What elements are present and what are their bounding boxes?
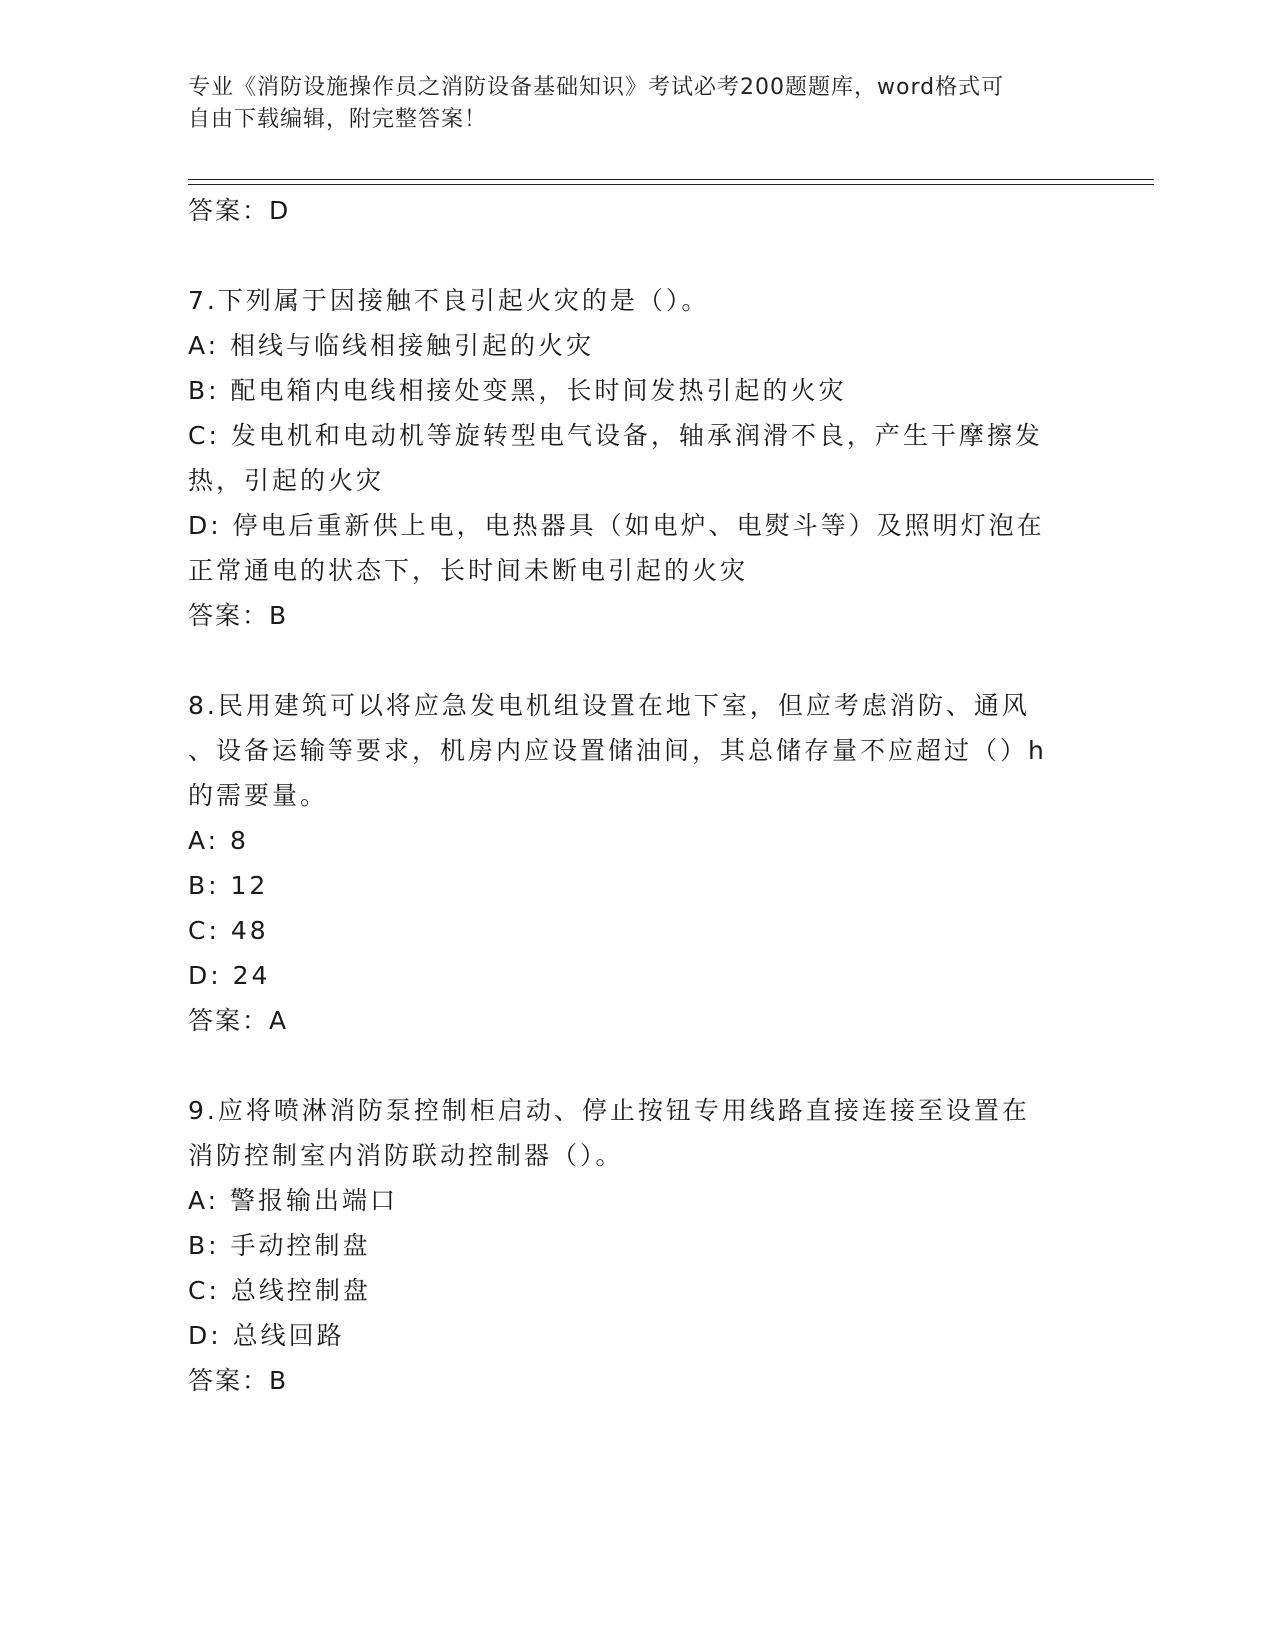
spacer [188,638,1088,683]
option-d: D: 24 [188,961,271,990]
option-b: B: 配电箱内电线相接处变黑，长时间发热引起的火灾 [188,376,847,405]
option-c: C: 总线控制盘 [188,1276,371,1305]
question-stem: 8.民用建筑可以将应急发电机组设置在地下室，但应考虑消防、通风 [188,691,1030,720]
option-c: C: 48 [188,916,269,945]
answer-line: 答案：D [188,196,291,225]
question-8 [188,683,1088,1043]
header-divider-bottom [188,184,1154,185]
spacer [188,233,1088,278]
option-b: B: 12 [188,871,269,900]
question-stem: 7.下列属于因接触不良引起火灾的是（）。 [188,286,710,315]
option-a: A: 相线与临线相接触引起的火灾 [188,331,595,360]
spacer [188,1043,1088,1088]
answer-line: 答案：B [188,1366,289,1395]
answer-line: 答案：A [188,1006,289,1035]
question-7 [188,278,1088,638]
option-a: A: 8 [188,826,249,855]
option-c: C: 发电机和电动机等旋转型电气设备，轴承润滑不良，产生干摩擦发 [188,421,1043,450]
question-stem-continued: 消防控制室内消防联动控制器（）。 [188,1141,624,1170]
question-stem: 9.应将喷淋消防泵控制柜启动、停止按钮专用线路直接连接至设置在 [188,1096,1030,1125]
question-list [188,188,1088,1403]
header-divider-top [188,179,1154,180]
option-a: A: 警报输出端口 [188,1186,399,1215]
document-header [188,72,1088,136]
option-d-continued: 正常通电的状态下，长时间未断电引起的火灾 [188,556,749,585]
option-b: B: 手动控制盘 [188,1231,371,1260]
option-c-continued: 热，引起的火灾 [188,466,385,495]
question-stem-continued: 、设备运输等要求，机房内应设置储油间，其总储存量不应超过（）h [188,736,1047,765]
option-d: D: 停电后重新供上电，电热器具（如电炉、电熨斗等）及照明灯泡在 [188,511,1045,540]
option-d: D: 总线回路 [188,1321,345,1350]
header-line-2: 自由下载编辑，附完整答案！ [188,107,488,132]
answer-line: 答案：B [188,601,289,630]
question-9 [188,1088,1088,1403]
question-stem-continued: 的需要量。 [188,781,329,810]
header-line-1: 专业《消防设施操作员之消防设备基础知识》考试必考200题题库，word格式可 [188,75,1005,100]
